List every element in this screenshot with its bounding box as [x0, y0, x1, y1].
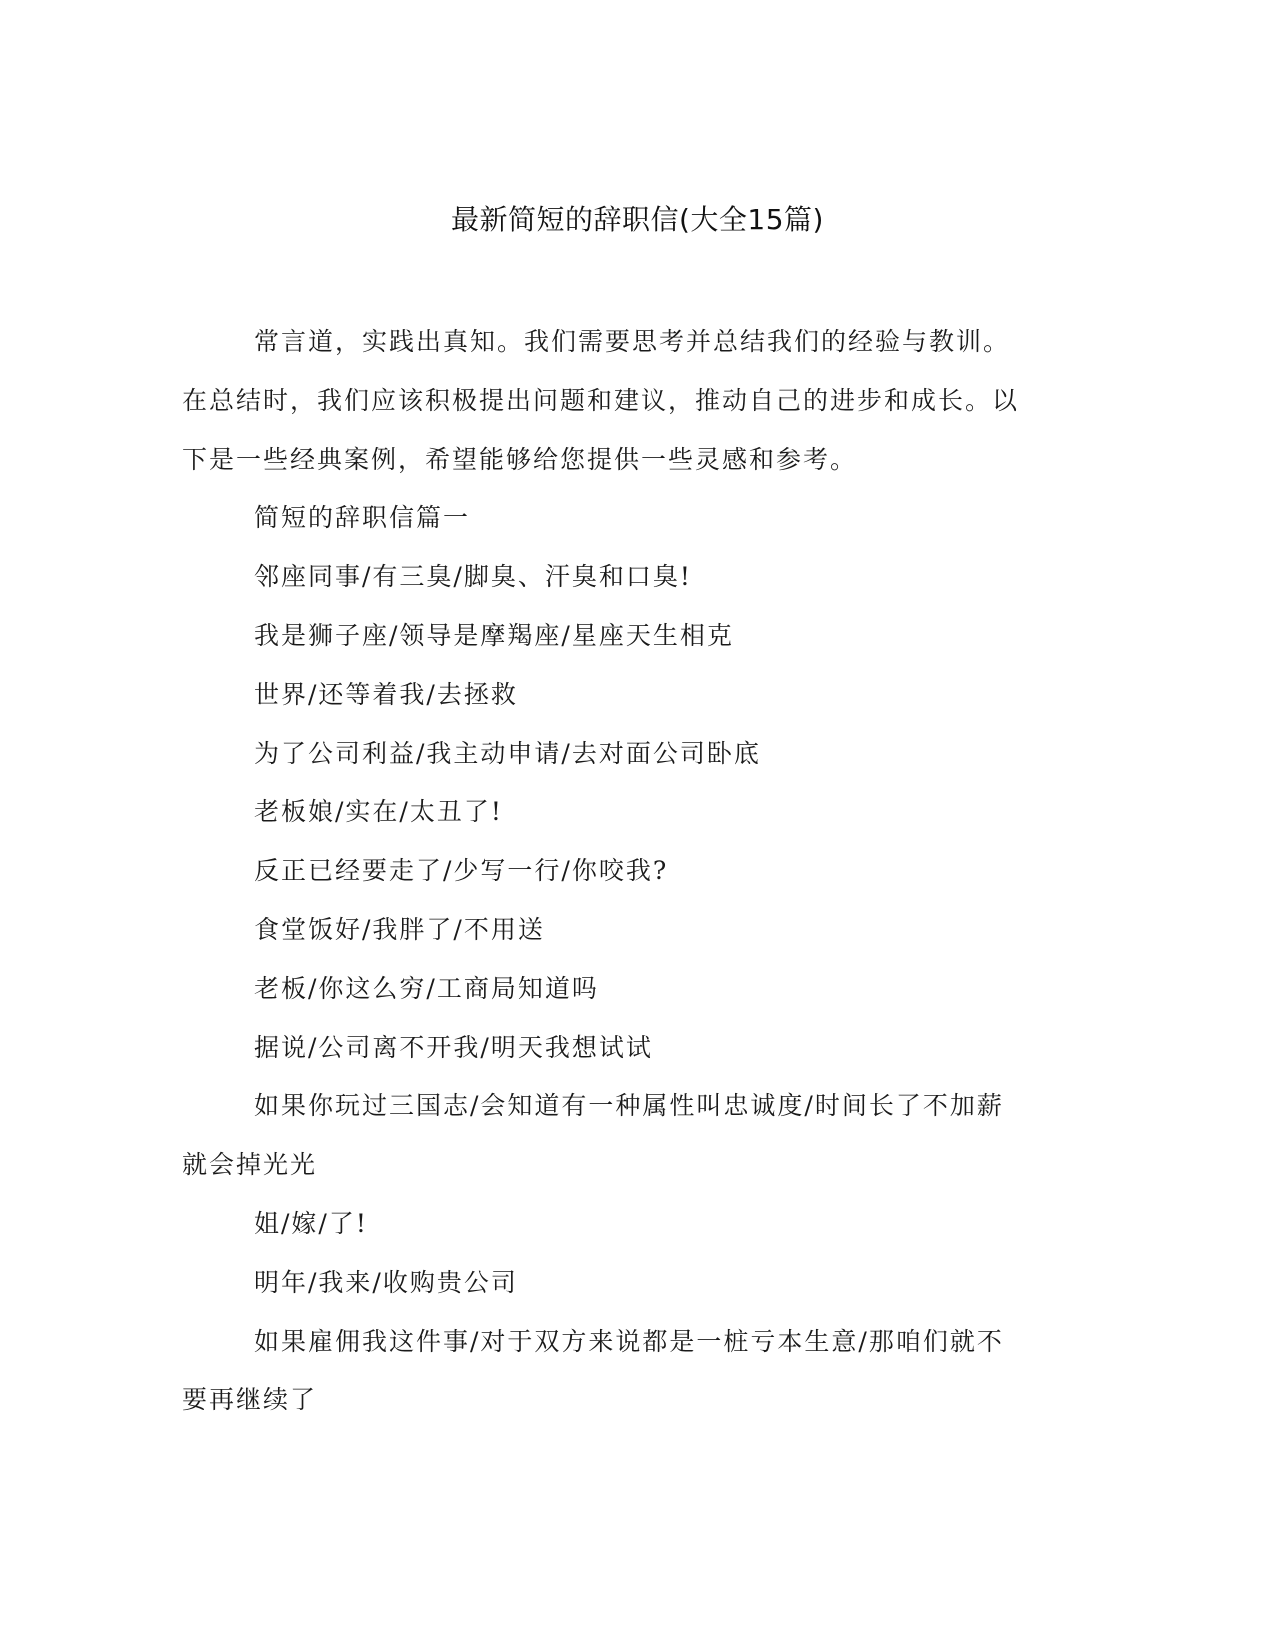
body-paragraph: 我是狮子座/领导是摩羯座/星座天生相克 [254, 620, 734, 650]
body-paragraph: 为了公司利益/我主动申请/去对面公司卧底 [254, 738, 761, 768]
section-heading: 简短的辞职信篇一 [254, 503, 471, 533]
body-paragraph: 姐/嫁/了! [254, 1208, 368, 1238]
body-paragraph: 老板/你这么穷/工商局知道吗 [254, 973, 599, 1003]
body-paragraph: 世界/还等着我/去拯救 [254, 679, 518, 709]
intro-paragraph: 常言道，实践出真知。我们需要思考并总结我们的经验与教训。在总结时，我们应该积极提出问题和建议，推动自己的进步和成长。以下是一些经典案例，希望能够给您提供一些灵感和参考。 [182, 327, 1020, 474]
body-paragraph: 老板娘/实在/太丑了! [254, 797, 503, 827]
document-body [182, 313, 1027, 1430]
body-paragraph: 明年/我来/收购贵公司 [254, 1267, 518, 1297]
document-title: 最新简短的辞职信(大全15篇) [451, 203, 824, 236]
body-paragraph: 据说/公司离不开我/明天我想试试 [254, 1032, 653, 1062]
body-paragraph: 反正已经要走了/少写一行/你咬我? [254, 856, 669, 886]
body-paragraph: 如果雇佣我这件事/对于双方来说都是一桩亏本生意/那咱们就不要再继续了 [182, 1326, 1004, 1415]
body-paragraph: 食堂饭好/我胖了/不用送 [254, 914, 545, 944]
body-paragraph: 如果你玩过三国志/会知道有一种属性叫忠诚度/时间长了不加薪就会掉光光 [182, 1091, 1004, 1180]
body-paragraph: 邻座同事/有三臭/脚臭、汗臭和口臭! [254, 562, 692, 592]
